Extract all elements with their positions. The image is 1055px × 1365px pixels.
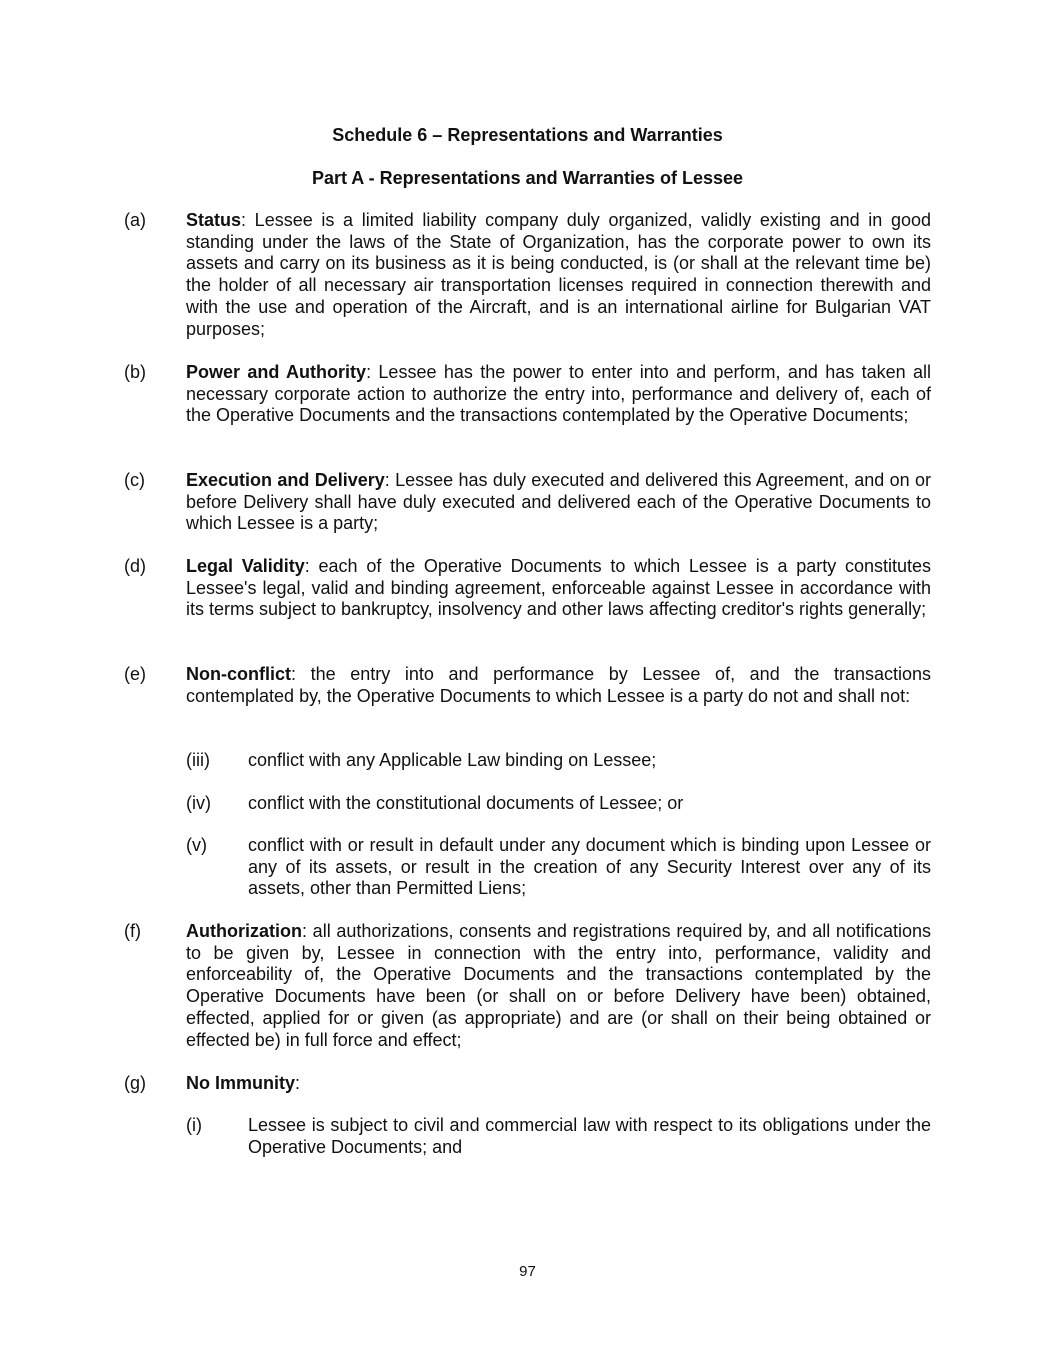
clause-text: : Lessee has duly executed and delivered this Agreement, and on or before Delivery shall have duly executed and delivered each of the Operative Documents to which Lessee is a party;	[186, 470, 931, 534]
clause-number: (d)	[124, 556, 146, 576]
subclause-number: (v)	[186, 835, 207, 855]
clause-label: Execution and Delivery	[186, 470, 385, 490]
clause-label: Authorization	[186, 921, 302, 941]
part-title: Part A - Representations and Warranties of Lessee	[311, 168, 744, 188]
subclause-text: Lessee is subject to civil and commercial law with respect to its obligations under the Operative Documents; and	[248, 1115, 931, 1157]
clause-text: :	[295, 1073, 301, 1093]
subclause-number: (iii)	[186, 750, 210, 770]
clause-number: (b)	[124, 362, 146, 382]
clause-body	[186, 470, 931, 535]
clause-number: (g)	[124, 1073, 146, 1093]
clause-body	[186, 210, 931, 340]
subclause-text: conflict with or result in default under any document which is binding upon Lessee or any of its assets, or result in the creation of any Security Interest over any of its assets, other than Permitted Liens;	[248, 835, 931, 899]
clause-label: Legal Validity	[186, 556, 305, 576]
subclause-text: conflict with any Applicable Law binding on Lessee;	[248, 750, 657, 770]
clause-label: Non-conflict	[186, 664, 291, 684]
clause-text: : each of the Operative Documents to which Lessee is a party constitutes Lessee's legal, valid and binding agreement, enforceable against Lessee in accordance with its terms subject to bankruptcy, insolvency and other laws affecting creditor's rights generally;	[186, 556, 931, 620]
clause-number: (f)	[124, 921, 141, 941]
clause-text: : the entry into and performance by Lessee of, and the transactions contemplated by, the Operative Documents to which Lessee is a party do not and shall not:	[186, 664, 931, 706]
clause-label: No Immunity	[186, 1073, 296, 1093]
subclause-number: (i)	[186, 1115, 202, 1135]
clause-text: : Lessee is a limited liability company duly organized, validly existing and in good standing under the laws of the State of Organization, has the corporate power to own its assets and carry on its business as it is being conducted, is (or shall at the relevant time be) the holder of all necessary air transportation licenses required in connection therewith and with the use and operation of the Aircraft, and is an international airline for Bulgarian VAT purposes;	[186, 210, 931, 339]
clause-body	[186, 362, 931, 427]
clause-body	[186, 921, 931, 1051]
clause-number: (a)	[124, 210, 146, 230]
subclause-number: (iv)	[186, 793, 211, 813]
clause-label: Status	[186, 210, 242, 230]
clause-number: (e)	[124, 664, 146, 684]
clause-number: (c)	[124, 470, 145, 490]
clause-body	[186, 664, 931, 707]
schedule-title: Schedule 6 – Representations and Warranties	[332, 125, 723, 145]
clause-label: Power and Authority	[186, 362, 367, 382]
clause-body	[186, 556, 931, 621]
clause-text: : all authorizations, consents and registrations required by, and all notifications to be given by, Lessee in connection with the entry into, performance, validity and enforceability of, the Operative Documents and the transactions contemplated by the Operative Documents have been (or shall on or before Delivery have been) obtained, effected, applied for or given (as appropriate) and are (or shall on their being obtained or effected be) in full force and effect;	[186, 921, 931, 1050]
clause-body	[186, 1073, 931, 1095]
clause-text: : Lessee has the power to enter into and perform, and has taken all necessary corporate action to authorize the entry into, performance and delivery of, each of the Operative Documents and the transactions contemplated by the Operative Documents;	[186, 362, 931, 426]
subclause-text: conflict with the constitutional documents of Lessee; or	[248, 793, 684, 813]
page-number: 97	[519, 1263, 536, 1280]
